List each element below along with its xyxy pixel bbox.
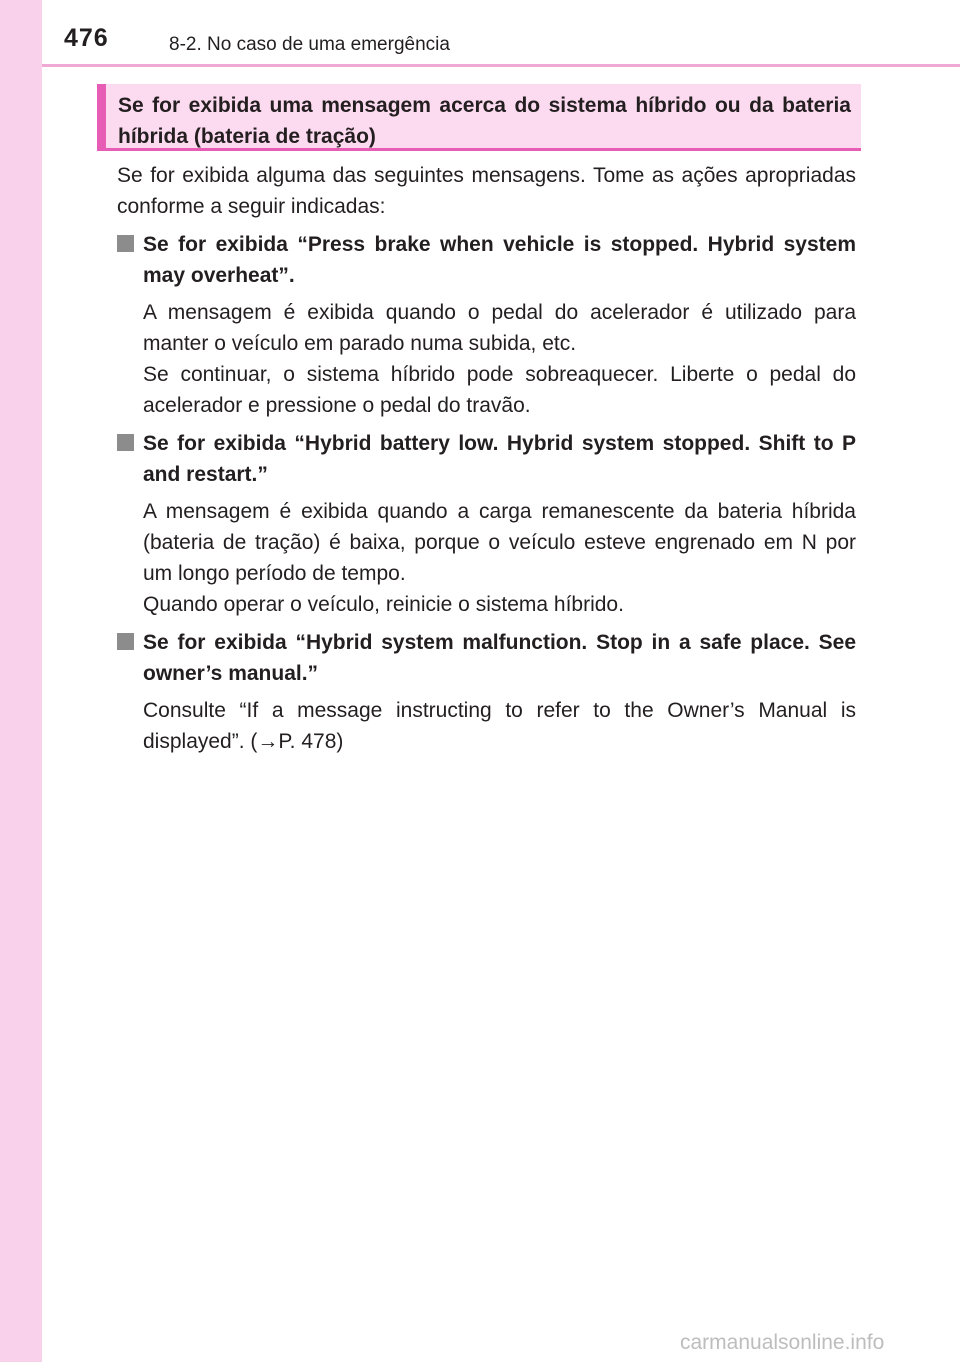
left-margin-strip (0, 0, 42, 1362)
intro-paragraph: Se for exibida alguma das seguintes mensagens. Tome as ações apropriadas conforme a seguir indicadas: (117, 164, 856, 218)
square-bullet-icon (117, 235, 134, 252)
item-heading-text: Se for exibida “Hybrid battery low. Hybrid system stopped. Shift to P and restart.” (143, 432, 856, 486)
watermark-text: carmanualsonline.info (680, 1331, 885, 1354)
page-number: 476 (64, 24, 109, 52)
item-heading-text: Se for exibida “Hybrid system malfunction. Stop in a safe place. See owner’s manual.” (143, 631, 856, 685)
item-heading-text: Se for exibida “Press brake when vehicle is stopped. Hybrid system may overheat”. (143, 233, 856, 287)
item-paragraph: Se continuar, o sistema híbrido pode sobreaquecer. Liberte o pedal do acelerador e pressione o pedal do travão. (143, 363, 856, 417)
item-body (143, 695, 856, 757)
section-title-box (97, 84, 861, 151)
item-paragraph: A mensagem é exibida quando a carga remanescente da bateria híbrida (bateria de tração) é baixa, porque o veículo esteve engrenado em N por um longo período de tempo. (143, 500, 856, 585)
item-paragraph: A mensagem é exibida quando o pedal do acelerador é utilizado para manter o veículo em parado numa subida, etc. (143, 301, 856, 355)
item-body (143, 496, 856, 620)
square-bullet-icon (117, 434, 134, 451)
section-title: Se for exibida uma mensagem acerca do sistema híbrido ou da bateria híbrida (bateria de tração) (118, 94, 851, 148)
item-heading (117, 428, 856, 490)
header-divider (42, 64, 960, 67)
item-paragraph: Quando operar o veículo, reinicie o sistema híbrido. (143, 593, 624, 616)
item-heading (117, 627, 856, 689)
item-body (143, 297, 856, 421)
item-heading (117, 229, 856, 291)
item-paragraph: Consulte “If a message instructing to refer to the Owner’s Manual is displayed”. (→P. 478) (143, 699, 856, 753)
square-bullet-icon (117, 633, 134, 650)
section-header: 8-2. No caso de uma emergência (169, 34, 450, 55)
